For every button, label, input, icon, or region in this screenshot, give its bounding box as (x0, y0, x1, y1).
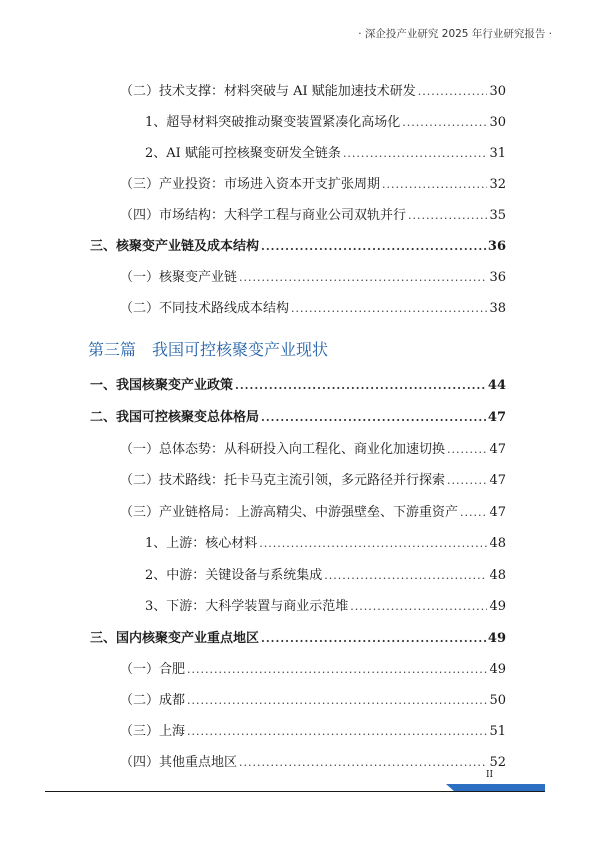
toc-entry[interactable] (120, 173, 506, 191)
toc-entry-label: （二）技术支撑：材料突破与 AI 赋能加速技术研发 (120, 84, 416, 99)
toc-entry-label: 1、上游：核心材料 (145, 536, 258, 551)
toc-entry[interactable] (120, 469, 506, 487)
toc-entry-label: （二）技术路线：托卡马克主流引领，多元路径并行探索 (120, 473, 446, 488)
toc-leader-dots (239, 271, 487, 284)
toc-entry-label: 3、下游：大科学装置与商业示范堆 (145, 599, 349, 614)
toc-entry[interactable] (145, 595, 506, 613)
toc-entry-page: 31 (489, 146, 506, 161)
toc-entry[interactable] (120, 501, 506, 519)
toc-leader-dots (261, 411, 486, 424)
toc-leader-dots (324, 569, 487, 582)
part-title[interactable]: 第三篇 我国可控核聚变产业现状 (88, 340, 329, 359)
toc-leader-dots (235, 379, 486, 392)
toc-entry-page: 51 (489, 724, 506, 739)
toc-entry-page: 44 (487, 378, 506, 393)
toc-entry-page: 32 (489, 177, 506, 192)
toc-entry-page: 48 (489, 568, 506, 583)
toc-entry-page: 30 (489, 115, 506, 130)
toc-entry-label: （三）产业投资：市场进入资本开支扩张周期 (120, 177, 381, 192)
toc-leader-dots (187, 694, 487, 707)
toc-entry-label: （一）核聚变产业链 (120, 270, 238, 285)
toc-entry-label: （四）其他重点地区 (120, 755, 238, 770)
running-header: · 深企投产业研究 2025 年行业研究报告 · (358, 28, 552, 40)
toc-entry-page: 36 (487, 239, 506, 254)
toc-entry[interactable] (145, 142, 506, 160)
toc-entry-label: 2、AI 赋能可控核聚变研发全链条 (145, 146, 341, 161)
toc-entry-label: （二）成都 (120, 693, 186, 708)
toc-entry[interactable] (120, 720, 506, 738)
toc-leader-dots (261, 632, 486, 645)
toc-entry-page: 36 (489, 270, 506, 285)
toc-entry-label: 2、中游：关键设备与系统集成 (145, 568, 323, 583)
toc-leader-dots (418, 85, 488, 98)
toc-section-entry[interactable] (90, 374, 506, 392)
toc-entry-label: （三）上海 (120, 724, 186, 739)
toc-entry[interactable] (120, 689, 506, 707)
toc-entry-page: 30 (489, 84, 506, 99)
toc-entry[interactable] (120, 266, 506, 284)
toc-leader-dots (259, 537, 487, 550)
toc-leader-dots (447, 474, 487, 487)
footer-accent-tab (446, 784, 545, 791)
toc-entry-label: （二）不同技术路线成本结构 (120, 301, 290, 316)
toc-leader-dots (187, 663, 487, 676)
toc-leader-dots (382, 178, 487, 191)
toc-entry-label: （四）市场结构：大科学工程与商业公司双轨并行 (120, 208, 407, 223)
toc-leader-dots (350, 600, 487, 613)
toc-leader-dots (291, 302, 487, 315)
toc-entry-page: 52 (489, 755, 506, 770)
toc-entry[interactable] (120, 751, 506, 769)
toc-leader-dots (447, 443, 487, 456)
toc-leader-dots (239, 756, 487, 769)
toc-entry-page: 47 (489, 442, 506, 457)
toc-leader-dots (187, 725, 487, 738)
toc-entry-page: 47 (487, 410, 506, 425)
toc-entry-label: 一、我国核聚变产业政策 (90, 378, 234, 393)
toc-entry-page: 35 (489, 208, 506, 223)
toc-leader-dots (343, 147, 488, 160)
toc-entry-label: （一）总体态势：从科研投入向工程化、商业化加速切换 (120, 442, 446, 457)
toc-entry-page: 50 (489, 693, 506, 708)
toc-entry-page: 48 (489, 536, 506, 551)
toc-entry-page: 47 (489, 505, 506, 520)
toc-entry-label: 二、我国可控核聚变总体格局 (90, 410, 260, 425)
toc-leader-dots (402, 116, 487, 129)
toc-entry-page: 49 (489, 599, 506, 614)
toc-entry[interactable] (120, 80, 506, 98)
toc-entry-label: （三）产业链格局：上游高精尖、中游强壁垒、下游重资产 (120, 505, 459, 520)
toc-entry-page: 49 (487, 631, 506, 646)
toc-entry-label: 三、国内核聚变产业重点地区 (90, 631, 260, 646)
toc-entry-page: 47 (489, 473, 506, 488)
toc-entry[interactable] (120, 438, 506, 456)
toc-entry[interactable] (145, 111, 506, 129)
toc-entry-page: 49 (489, 662, 506, 677)
toc-entry-label: （一）合肥 (120, 662, 186, 677)
toc-leader-dots (408, 209, 487, 222)
toc-entry[interactable] (145, 564, 506, 582)
page-number: II (486, 770, 494, 780)
toc-entry[interactable] (120, 297, 506, 315)
toc-entry-page: 38 (489, 301, 506, 316)
toc-section-entry[interactable] (90, 627, 506, 645)
toc-entry-label: 三、核聚变产业链及成本结构 (90, 239, 260, 254)
toc-leader-dots (261, 240, 486, 253)
toc-entry[interactable] (120, 204, 506, 222)
toc-entry-label: 1、超导材料突破推动聚变装置紧凑化高场化 (145, 115, 401, 130)
toc-entry[interactable] (120, 658, 506, 676)
toc-entry[interactable] (145, 532, 506, 550)
toc-section-entry[interactable] (90, 235, 506, 253)
footer-rule (45, 791, 545, 792)
toc-leader-dots (460, 506, 487, 519)
toc-section-entry[interactable] (90, 406, 506, 424)
